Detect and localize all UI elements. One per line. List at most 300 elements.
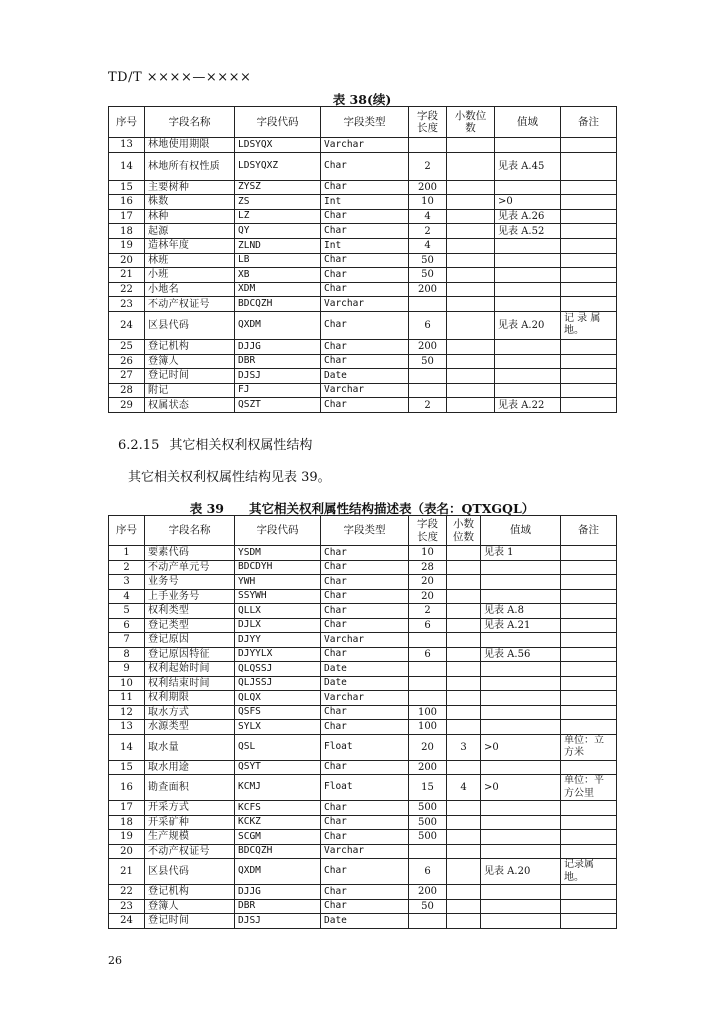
cell-field-length: 15	[409, 775, 447, 801]
cell-remarks	[561, 647, 617, 662]
cell-field-name: 不动产权证号	[145, 297, 235, 312]
header-field-name: 字段名称	[145, 107, 235, 138]
cell-seq: 12	[109, 705, 145, 720]
cell-seq: 24	[109, 311, 145, 339]
cell-field-name: 区县代码	[145, 859, 235, 885]
cell-field-code: SCGM	[235, 830, 321, 845]
table-row	[109, 311, 617, 339]
cell-field-length: 6	[409, 647, 447, 662]
cell-field-length: 200	[409, 339, 447, 354]
cell-field-length: 6	[409, 859, 447, 885]
cell-field-type: Date	[321, 914, 409, 929]
cell-field-code: QY	[235, 224, 321, 239]
cell-decimals	[447, 297, 495, 312]
cell-value-domain: 见表 A.8	[481, 604, 561, 619]
cell-field-type: Char	[321, 253, 409, 268]
cell-field-length	[409, 914, 447, 929]
cell-value-domain	[481, 760, 561, 775]
table-row	[109, 662, 617, 677]
cell-decimals	[447, 633, 481, 648]
cell-decimals	[447, 152, 495, 180]
cell-field-name: 不动产权证号	[145, 844, 235, 859]
cell-decimals: 4	[447, 775, 481, 801]
cell-field-name: 登记时间	[145, 369, 235, 384]
cell-decimals	[447, 720, 481, 735]
cell-field-code: QLQSSJ	[235, 662, 321, 677]
cell-field-code: LDSYQXZ	[235, 152, 321, 180]
cell-field-name: 开采方式	[145, 801, 235, 816]
cell-field-type: Char	[321, 815, 409, 830]
cell-decimals	[447, 238, 495, 253]
cell-field-length: 20	[409, 589, 447, 604]
cell-field-length: 28	[409, 560, 447, 575]
cell-field-length: 20	[409, 575, 447, 590]
cell-field-length: 50	[409, 253, 447, 268]
cell-value-domain	[481, 589, 561, 604]
cell-field-code: KCFS	[235, 801, 321, 816]
cell-field-code: XB	[235, 268, 321, 283]
table-row	[109, 575, 617, 590]
cell-decimals	[447, 830, 481, 845]
table-row	[109, 647, 617, 662]
cell-seq: 18	[109, 224, 145, 239]
cell-field-length	[409, 138, 447, 153]
cell-field-length: 6	[409, 311, 447, 339]
cell-field-code: SSYWH	[235, 589, 321, 604]
table-row	[109, 760, 617, 775]
cell-field-name: 登簿人	[145, 899, 235, 914]
cell-field-length: 200	[409, 760, 447, 775]
section-body-text: 其它相关权利权属性结构见表 39。	[128, 470, 331, 485]
cell-decimals	[447, 311, 495, 339]
cell-decimals	[447, 209, 495, 224]
cell-value-domain	[495, 282, 561, 297]
cell-field-type: Char	[321, 589, 409, 604]
cell-field-name: 林种	[145, 209, 235, 224]
cell-field-code: LZ	[235, 209, 321, 224]
cell-field-name: 要素代码	[145, 546, 235, 561]
cell-seq: 16	[109, 775, 145, 801]
cell-seq: 11	[109, 691, 145, 706]
cell-value-domain: 见表 1	[481, 546, 561, 561]
cell-value-domain	[481, 830, 561, 845]
cell-seq: 15	[109, 180, 145, 195]
cell-decimals	[447, 224, 495, 239]
cell-seq: 26	[109, 354, 145, 369]
cell-value-domain: 见表 A.56	[481, 647, 561, 662]
table-row	[109, 589, 617, 604]
table-row	[109, 138, 617, 153]
cell-field-code: DBR	[235, 899, 321, 914]
table-row	[109, 691, 617, 706]
cell-field-type: Char	[321, 282, 409, 297]
cell-field-code: KCMJ	[235, 775, 321, 801]
table-row	[109, 560, 617, 575]
cell-seq: 28	[109, 383, 145, 398]
table-row	[109, 801, 617, 816]
cell-field-type: Char	[321, 224, 409, 239]
cell-remarks: 单位：立方米	[561, 734, 617, 760]
cell-field-type: Char	[321, 311, 409, 339]
cell-field-type: Varchar	[321, 383, 409, 398]
table-row	[109, 705, 617, 720]
table-row	[109, 354, 617, 369]
cell-decimals	[447, 691, 481, 706]
cell-decimals	[447, 647, 481, 662]
cell-seq: 2	[109, 560, 145, 575]
cell-remarks	[561, 209, 617, 224]
cell-seq: 10	[109, 676, 145, 691]
cell-seq: 19	[109, 830, 145, 845]
cell-field-name: 主要树种	[145, 180, 235, 195]
cell-field-name: 林地所有权性质	[145, 152, 235, 180]
cell-remarks	[561, 899, 617, 914]
cell-field-length: 500	[409, 801, 447, 816]
cell-field-type: Char	[321, 859, 409, 885]
cell-field-type: Float	[321, 734, 409, 760]
cell-value-domain	[495, 253, 561, 268]
cell-field-type: Char	[321, 801, 409, 816]
cell-field-length: 4	[409, 209, 447, 224]
table-row	[109, 238, 617, 253]
cell-field-name: 登记类型	[145, 618, 235, 633]
cell-seq: 18	[109, 815, 145, 830]
cell-value-domain	[481, 720, 561, 735]
cell-seq: 14	[109, 152, 145, 180]
cell-decimals	[447, 560, 481, 575]
cell-remarks	[561, 238, 617, 253]
cell-value-domain	[495, 297, 561, 312]
cell-field-code: YWH	[235, 575, 321, 590]
section-title: 其它相关权利权属性结构	[169, 438, 313, 453]
cell-field-type: Char	[321, 180, 409, 195]
table-38	[108, 106, 617, 413]
cell-field-code: DBR	[235, 354, 321, 369]
cell-field-code: QSFS	[235, 705, 321, 720]
cell-field-type: Varchar	[321, 844, 409, 859]
cell-seq: 13	[109, 720, 145, 735]
header-field-name: 字段名称	[145, 516, 235, 546]
cell-field-type: Char	[321, 830, 409, 845]
table-row	[109, 195, 617, 210]
table-row	[109, 676, 617, 691]
table-39-title: 表 39 其它相关权利属性结构描述表（表名：QTXGQL）	[189, 501, 535, 516]
cell-field-code: QLQX	[235, 691, 321, 706]
cell-value-domain	[481, 885, 561, 900]
cell-seq: 17	[109, 209, 145, 224]
cell-field-name: 取水用途	[145, 760, 235, 775]
cell-field-name: 林班	[145, 253, 235, 268]
cell-seq: 25	[109, 339, 145, 354]
cell-field-type: Char	[321, 268, 409, 283]
cell-field-length: 200	[409, 885, 447, 900]
cell-decimals	[447, 575, 481, 590]
header-field-code: 字段代码	[235, 107, 321, 138]
cell-field-code: DJSJ	[235, 914, 321, 929]
cell-field-code: ZYSZ	[235, 180, 321, 195]
cell-field-code: DJSJ	[235, 369, 321, 384]
cell-remarks	[561, 575, 617, 590]
cell-field-name: 上手业务号	[145, 589, 235, 604]
cell-field-length: 500	[409, 830, 447, 845]
cell-seq: 1	[109, 546, 145, 561]
cell-seq: 23	[109, 297, 145, 312]
cell-field-type: Char	[321, 705, 409, 720]
table-row	[109, 859, 617, 885]
cell-value-domain: >0	[481, 775, 561, 801]
cell-field-length: 100	[409, 705, 447, 720]
cell-field-name: 权属状态	[145, 398, 235, 413]
cell-field-length	[409, 844, 447, 859]
cell-remarks	[561, 560, 617, 575]
cell-field-name: 不动产单元号	[145, 560, 235, 575]
cell-seq: 21	[109, 268, 145, 283]
cell-field-code: BDCQZH	[235, 297, 321, 312]
cell-seq: 15	[109, 760, 145, 775]
cell-value-domain	[495, 138, 561, 153]
cell-field-code: DJLX	[235, 618, 321, 633]
cell-value-domain	[495, 238, 561, 253]
cell-field-length: 50	[409, 354, 447, 369]
table-row	[109, 775, 617, 801]
cell-field-name: 登记时间	[145, 914, 235, 929]
cell-value-domain	[481, 676, 561, 691]
cell-remarks	[561, 844, 617, 859]
table-row	[109, 546, 617, 561]
cell-field-name: 业务号	[145, 575, 235, 590]
cell-remarks	[561, 268, 617, 283]
cell-field-name: 勘查面积	[145, 775, 235, 801]
cell-field-type: Varchar	[321, 633, 409, 648]
cell-field-name: 登记机构	[145, 885, 235, 900]
cell-value-domain: 见表 A.20	[495, 311, 561, 339]
cell-seq: 21	[109, 859, 145, 885]
cell-field-name: 造林年度	[145, 238, 235, 253]
cell-field-code: DJYYLX	[235, 647, 321, 662]
cell-decimals	[447, 914, 481, 929]
cell-decimals	[447, 282, 495, 297]
cell-seq: 27	[109, 369, 145, 384]
cell-seq: 24	[109, 914, 145, 929]
header-seq: 序号	[109, 107, 145, 138]
cell-field-name: 水源类型	[145, 720, 235, 735]
cell-field-code: QLJSSJ	[235, 676, 321, 691]
cell-value-domain: 见表 A.22	[495, 398, 561, 413]
cell-seq: 19	[109, 238, 145, 253]
cell-field-code: XDM	[235, 282, 321, 297]
cell-field-length	[409, 691, 447, 706]
cell-field-code: QLLX	[235, 604, 321, 619]
cell-remarks	[561, 282, 617, 297]
table-row	[109, 815, 617, 830]
table-row	[109, 604, 617, 619]
header-decimals: 小数位数	[447, 516, 481, 546]
cell-field-name: 权利结束时间	[145, 676, 235, 691]
cell-field-name: 取水量	[145, 734, 235, 760]
table-39	[108, 515, 617, 929]
cell-decimals	[447, 899, 481, 914]
cell-remarks	[561, 801, 617, 816]
cell-field-name: 权利期限	[145, 691, 235, 706]
header-value-domain: 值域	[481, 516, 561, 546]
cell-field-type: Float	[321, 775, 409, 801]
cell-field-length: 2	[409, 398, 447, 413]
table-row	[109, 180, 617, 195]
cell-field-type: Char	[321, 354, 409, 369]
table-row	[109, 224, 617, 239]
header-field-code: 字段代码	[235, 516, 321, 546]
table-row	[109, 398, 617, 413]
cell-seq: 20	[109, 253, 145, 268]
cell-field-code: BDCDYH	[235, 560, 321, 575]
cell-field-type: Char	[321, 152, 409, 180]
cell-field-type: Char	[321, 560, 409, 575]
cell-field-type: Int	[321, 238, 409, 253]
table-row	[109, 899, 617, 914]
cell-remarks	[561, 720, 617, 735]
cell-seq: 29	[109, 398, 145, 413]
cell-field-length: 50	[409, 268, 447, 283]
cell-decimals	[447, 546, 481, 561]
header-remarks: 备注	[561, 107, 617, 138]
cell-field-name: 登记机构	[145, 339, 235, 354]
cell-field-name: 起源	[145, 224, 235, 239]
cell-field-code: QSL	[235, 734, 321, 760]
cell-field-type: Varchar	[321, 138, 409, 153]
cell-remarks	[561, 383, 617, 398]
cell-value-domain	[481, 633, 561, 648]
cell-value-domain: >0	[495, 195, 561, 210]
cell-field-length: 10	[409, 546, 447, 561]
cell-field-name: 登簿人	[145, 354, 235, 369]
cell-decimals	[447, 180, 495, 195]
cell-remarks	[561, 253, 617, 268]
table-row	[109, 339, 617, 354]
table-row	[109, 152, 617, 180]
cell-field-type: Date	[321, 676, 409, 691]
cell-field-name: 小地名	[145, 282, 235, 297]
table-row	[109, 282, 617, 297]
table-row	[109, 830, 617, 845]
cell-field-code: DJJG	[235, 339, 321, 354]
cell-decimals	[447, 815, 481, 830]
cell-field-code: QXDM	[235, 311, 321, 339]
cell-field-length: 20	[409, 734, 447, 760]
cell-decimals	[447, 885, 481, 900]
cell-field-type: Char	[321, 899, 409, 914]
cell-field-length: 2	[409, 604, 447, 619]
cell-seq: 7	[109, 633, 145, 648]
cell-field-type: Char	[321, 546, 409, 561]
cell-decimals	[447, 195, 495, 210]
cell-remarks	[561, 339, 617, 354]
cell-value-domain	[481, 815, 561, 830]
table-row	[109, 297, 617, 312]
cell-field-code: FJ	[235, 383, 321, 398]
cell-field-length: 2	[409, 224, 447, 239]
cell-decimals	[447, 859, 481, 885]
table-row	[109, 734, 617, 760]
table-header-row	[109, 516, 617, 546]
header-remarks: 备注	[561, 516, 617, 546]
cell-seq: 20	[109, 844, 145, 859]
cell-field-type: Varchar	[321, 297, 409, 312]
table-header-row	[109, 107, 617, 138]
cell-field-code: SYLX	[235, 720, 321, 735]
cell-value-domain	[481, 560, 561, 575]
cell-remarks	[561, 138, 617, 153]
cell-remarks	[561, 546, 617, 561]
cell-decimals	[447, 589, 481, 604]
cell-field-code: ZLND	[235, 238, 321, 253]
cell-value-domain: 见表 A.52	[495, 224, 561, 239]
cell-remarks	[561, 618, 617, 633]
cell-value-domain	[481, 691, 561, 706]
cell-value-domain	[481, 899, 561, 914]
cell-remarks	[561, 885, 617, 900]
cell-field-type: Varchar	[321, 691, 409, 706]
cell-value-domain	[481, 662, 561, 677]
cell-field-type: Date	[321, 369, 409, 384]
cell-field-code: QXDM	[235, 859, 321, 885]
cell-field-code: DJYY	[235, 633, 321, 648]
table-row	[109, 914, 617, 929]
cell-seq: 8	[109, 647, 145, 662]
cell-value-domain	[495, 180, 561, 195]
cell-field-code: LDSYQX	[235, 138, 321, 153]
cell-value-domain	[481, 844, 561, 859]
cell-field-length: 2	[409, 152, 447, 180]
section-heading	[118, 434, 312, 453]
cell-field-length	[409, 383, 447, 398]
cell-field-type: Char	[321, 575, 409, 590]
cell-remarks: 记 录 属地。	[561, 311, 617, 339]
cell-remarks	[561, 195, 617, 210]
cell-field-name: 取水方式	[145, 705, 235, 720]
cell-remarks	[561, 705, 617, 720]
cell-seq: 3	[109, 575, 145, 590]
cell-field-code: KCKZ	[235, 815, 321, 830]
cell-seq: 17	[109, 801, 145, 816]
cell-remarks	[561, 914, 617, 929]
cell-seq: 22	[109, 282, 145, 297]
cell-value-domain: 见表 A.45	[495, 152, 561, 180]
cell-field-type: Char	[321, 398, 409, 413]
cell-field-name: 权利起始时间	[145, 662, 235, 677]
cell-decimals	[447, 676, 481, 691]
cell-field-type: Char	[321, 760, 409, 775]
cell-value-domain	[481, 914, 561, 929]
cell-value-domain	[495, 354, 561, 369]
cell-field-code: ZS	[235, 195, 321, 210]
cell-field-length	[409, 297, 447, 312]
header-field-length: 字段长度	[409, 107, 447, 138]
cell-field-length: 200	[409, 180, 447, 195]
cell-field-length: 4	[409, 238, 447, 253]
cell-value-domain: 见表 A.21	[481, 618, 561, 633]
cell-decimals	[447, 138, 495, 153]
cell-field-type: Char	[321, 339, 409, 354]
cell-remarks	[561, 815, 617, 830]
cell-value-domain	[481, 705, 561, 720]
table-38-title: 表 38(续)	[332, 92, 392, 107]
cell-field-length: 6	[409, 618, 447, 633]
cell-field-code: BDCQZH	[235, 844, 321, 859]
header-decimals: 小数位数	[447, 107, 495, 138]
cell-field-name: 登记原因特征	[145, 647, 235, 662]
cell-decimals	[447, 618, 481, 633]
cell-value-domain	[495, 268, 561, 283]
